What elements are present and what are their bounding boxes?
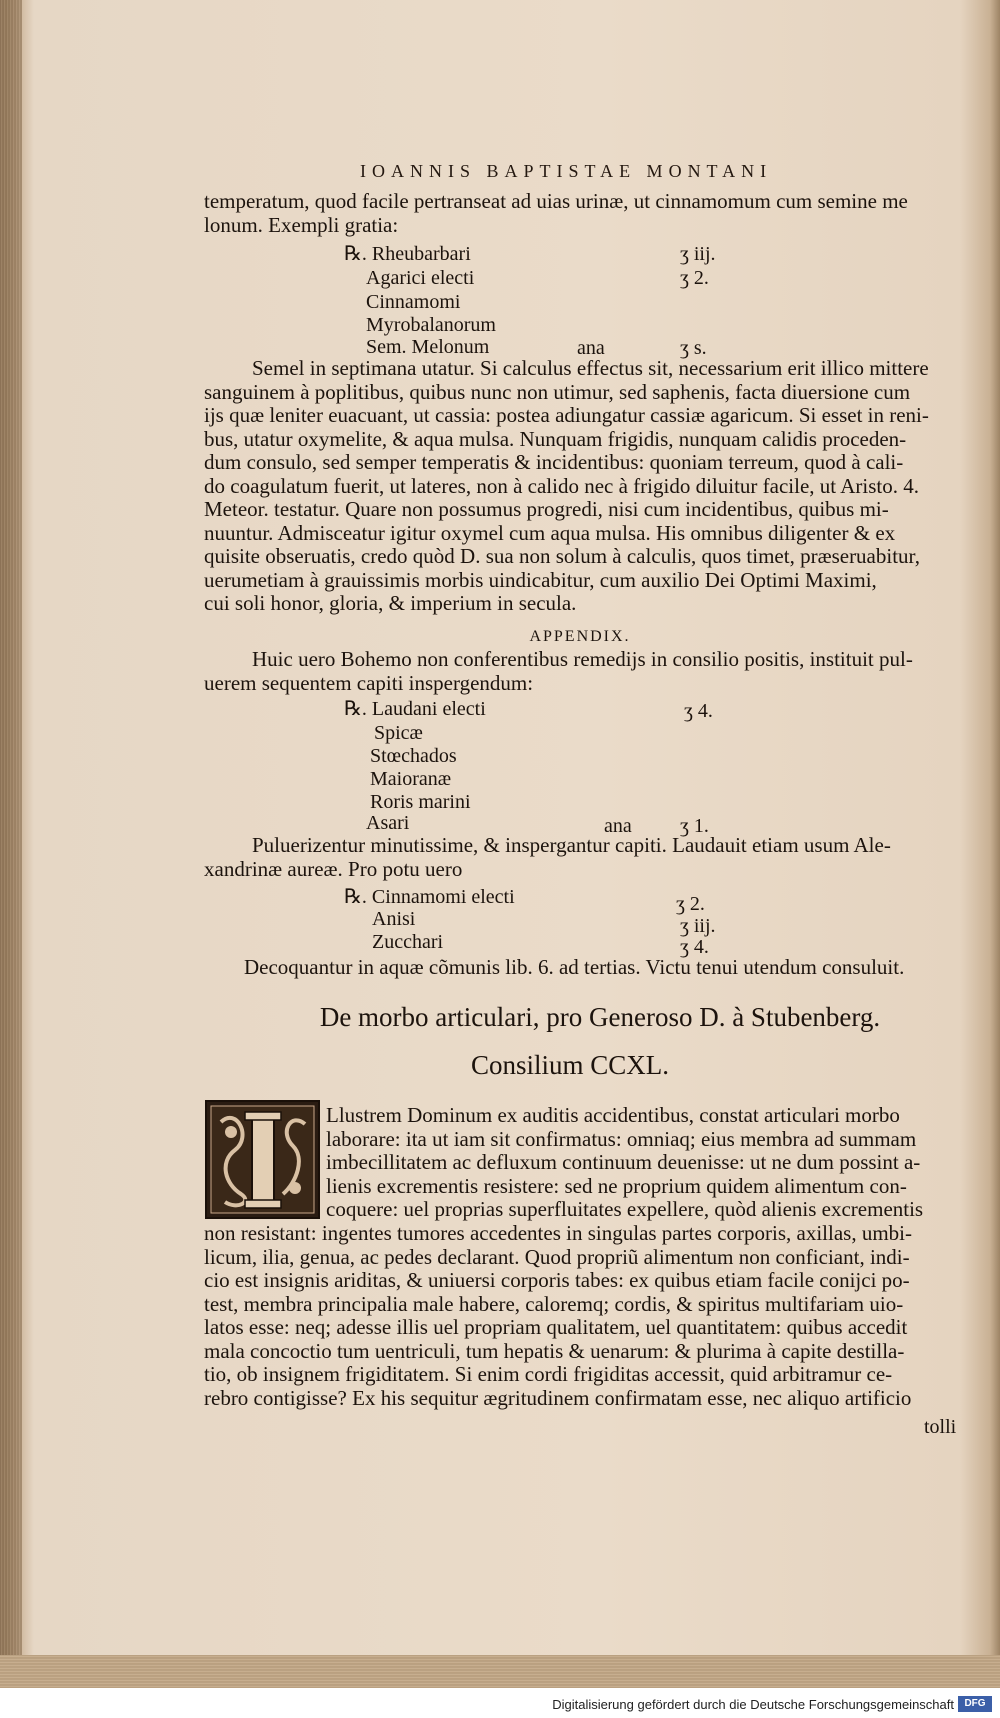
page-edges	[0, 0, 22, 1688]
text-line: non resistant: ingentes tumores accedentes in singulas partes corporis, axillas, umbi-	[204, 1221, 912, 1245]
recipe-dose: ʒ 1.	[680, 815, 709, 837]
text-line: Decoquantur in aquæ cõmunis lib. 6. ad tertias. Victu tenui utendum consuluit.	[244, 955, 905, 979]
paragraph-2	[204, 834, 964, 881]
text-line: uerem sequentem capiti inspergendum:	[204, 670, 534, 695]
text-line: nuuntur. Admisceatur igitur oxymel cum aqua mulsa. His omnibus diligenter & ex	[204, 520, 896, 545]
text-line: coquere: uel proprias superfluitates expellere, quòd alienis excrementis	[326, 1197, 924, 1221]
recipe-ana: ana	[577, 337, 605, 359]
text-line: ijs quæ leniter euacuant, ut cassia: postea adiungatur cassiæ agaricum. Si esset in reni-	[204, 403, 929, 427]
footer-credit: Digitalisierung gefördert durch die Deutsche Forschungsgemeinschaft	[552, 1697, 954, 1712]
text-line: cio est insignis ariditas, & uniuersi corporis tabes: ex quibus etiam facile conijci po-	[204, 1268, 910, 1292]
recipe-dose: ʒ iij.	[680, 915, 716, 937]
text-line: Puluerizentur minutissime, & inspergantur capiti. Laudauit etiam usum Ale-	[252, 833, 891, 857]
recipe-ingredient: Myrobalanorum	[366, 314, 496, 336]
text-line: Semel in septimana utatur. Si calculus effectus sit, necessarium erit illico mittere	[252, 356, 929, 380]
text-line: xandrinæ aureæ. Pro potu uero	[204, 856, 463, 881]
appendix-text	[204, 648, 964, 695]
dfg-logo-icon: DFG	[958, 1696, 992, 1712]
recipe-ingredient: Asari	[366, 812, 410, 834]
text-line: laborare: ita ut iam sit confirmatus: omniaq; eius membra ad summam	[326, 1126, 917, 1151]
recipe-ingredient: Zucchari	[372, 931, 444, 953]
text-line: do coagulatum fuerit, ut lateres, non à calido nec à frigido diluitur facile, ut Aristo. 4.	[204, 473, 919, 498]
text-line: lienis excrementis resistere: sed ne proprium quidem alimentum con-	[326, 1173, 907, 1198]
decorated-initial	[205, 1100, 320, 1219]
text-line: mala concoctio tum uentriculi, tum hepatis & uenarum: & plurima à capite destilla-	[204, 1338, 905, 1363]
recipe-dose: ʒ 2.	[680, 267, 709, 289]
recipe-dose: ʒ 2.	[676, 893, 705, 915]
text-line: licum, ilia, genua, ac pedes declarant. Quod propriũ alimentum non conficiant, indi-	[204, 1244, 910, 1269]
recipe-ingredient: Stœchados	[370, 745, 457, 767]
text-line: latos esse: neq; adesse illis uel propriam qualitatem, uel quantitatem: quibus accedit	[204, 1315, 908, 1339]
consilium-text	[204, 1222, 964, 1410]
recipe-ingredient: Anisi	[372, 908, 416, 930]
recipe-ingredient: Roris marini	[370, 791, 471, 813]
recipe-dose: ʒ iij.	[680, 243, 716, 265]
recipe-ingredient: ℞. Cinnamomi electi	[344, 886, 515, 908]
section-title: De morbo articulari, pro Generoso D. à Stubenberg.	[319, 1002, 881, 1032]
recipe-dose: ʒ 4.	[680, 936, 709, 958]
paragraph-1	[204, 357, 964, 616]
recipe-dose: ʒ s.	[680, 337, 707, 359]
recipe-ana: ana	[604, 815, 632, 837]
text-line: sanguinem à poplitibus, quibus nunc non utimur, sed saphenis, facta diuersione cum	[204, 379, 911, 404]
text-line: dum consulo, sed semper temperatis & incidentibus: quoniam terreum, quod à cali-	[204, 450, 904, 474]
consilium-indented-text	[326, 1104, 966, 1222]
text-line: lonum. Exempli gratia:	[204, 212, 399, 237]
recipe-ingredient: ℞. Rheubarbari	[344, 243, 471, 265]
text-line: rebro contigisse? Ex his sequitur ægritudinem confirmatam esse, nec aliquo artificio	[204, 1385, 912, 1410]
footer	[0, 1692, 1000, 1718]
recipe-ingredient: Sem. Melonum	[366, 336, 490, 358]
paragraph-3	[244, 956, 964, 980]
text-line: imbecillitatem ac defluxum continuum deuenisse: ut ne dum possint a-	[326, 1150, 921, 1174]
text-line: cui soli honor, gloria, & imperium in secula.	[204, 591, 577, 615]
recipe-ingredient: Agarici electi	[366, 267, 475, 289]
text-line: Huic uero Bohemo non conferentibus remedijs in consilio positis, instituit pul-	[252, 647, 913, 671]
recipe-ingredient: ℞. Laudani electi	[344, 698, 486, 720]
text-line: Llustrem Dominum ex auditis accidentibus, constat articulari morbo	[326, 1103, 900, 1127]
recipe-ingredient: Spicæ	[374, 722, 423, 744]
text-line: uerumetiam à grauissimis morbis uindicabitur, cum auxilio Dei Optimi Maximi,	[204, 567, 877, 592]
intro-text	[204, 190, 964, 237]
text-line: bus, utatur oxymelite, & aqua mulsa. Nunquam frigidis, nunquam calidis proceden-	[204, 426, 907, 451]
appendix-title: APPENDIX.	[529, 628, 631, 645]
text-line: Meteor. testatur. Quare non possumus progredi, nisi cum incidentibus, quibus mi-	[204, 497, 889, 521]
catchword: tolli	[924, 1416, 957, 1438]
text-line: tio, ob insignem frigiditatem. Si enim cordi frigiditas accessit, quid arbitramur ce-	[204, 1362, 893, 1386]
recipe-dose: ʒ 4.	[684, 700, 713, 722]
text-line: test, membra principalia male habere, caloremq; cordis, & spiritus multifariam uio-	[204, 1291, 904, 1316]
text-line: temperatum, quod facile pertranseat ad uias urinæ, ut cinnamomum cum semine me	[204, 189, 908, 213]
recipe-ingredient: Maioranæ	[370, 768, 452, 790]
text-line: quisite obseruatis, credo quòd D. sua non solum à calculis, quos timet, præseruabitur,	[204, 544, 920, 568]
consilium-title: Consilium CCXL.	[470, 1050, 670, 1080]
ornament-icon	[207, 1102, 318, 1217]
running-title: IOANNIS BAPTISTAE MONTANI	[360, 161, 773, 181]
recipe-ingredient: Cinnamomi	[366, 291, 461, 313]
page-bottom-edges	[0, 1655, 1000, 1688]
